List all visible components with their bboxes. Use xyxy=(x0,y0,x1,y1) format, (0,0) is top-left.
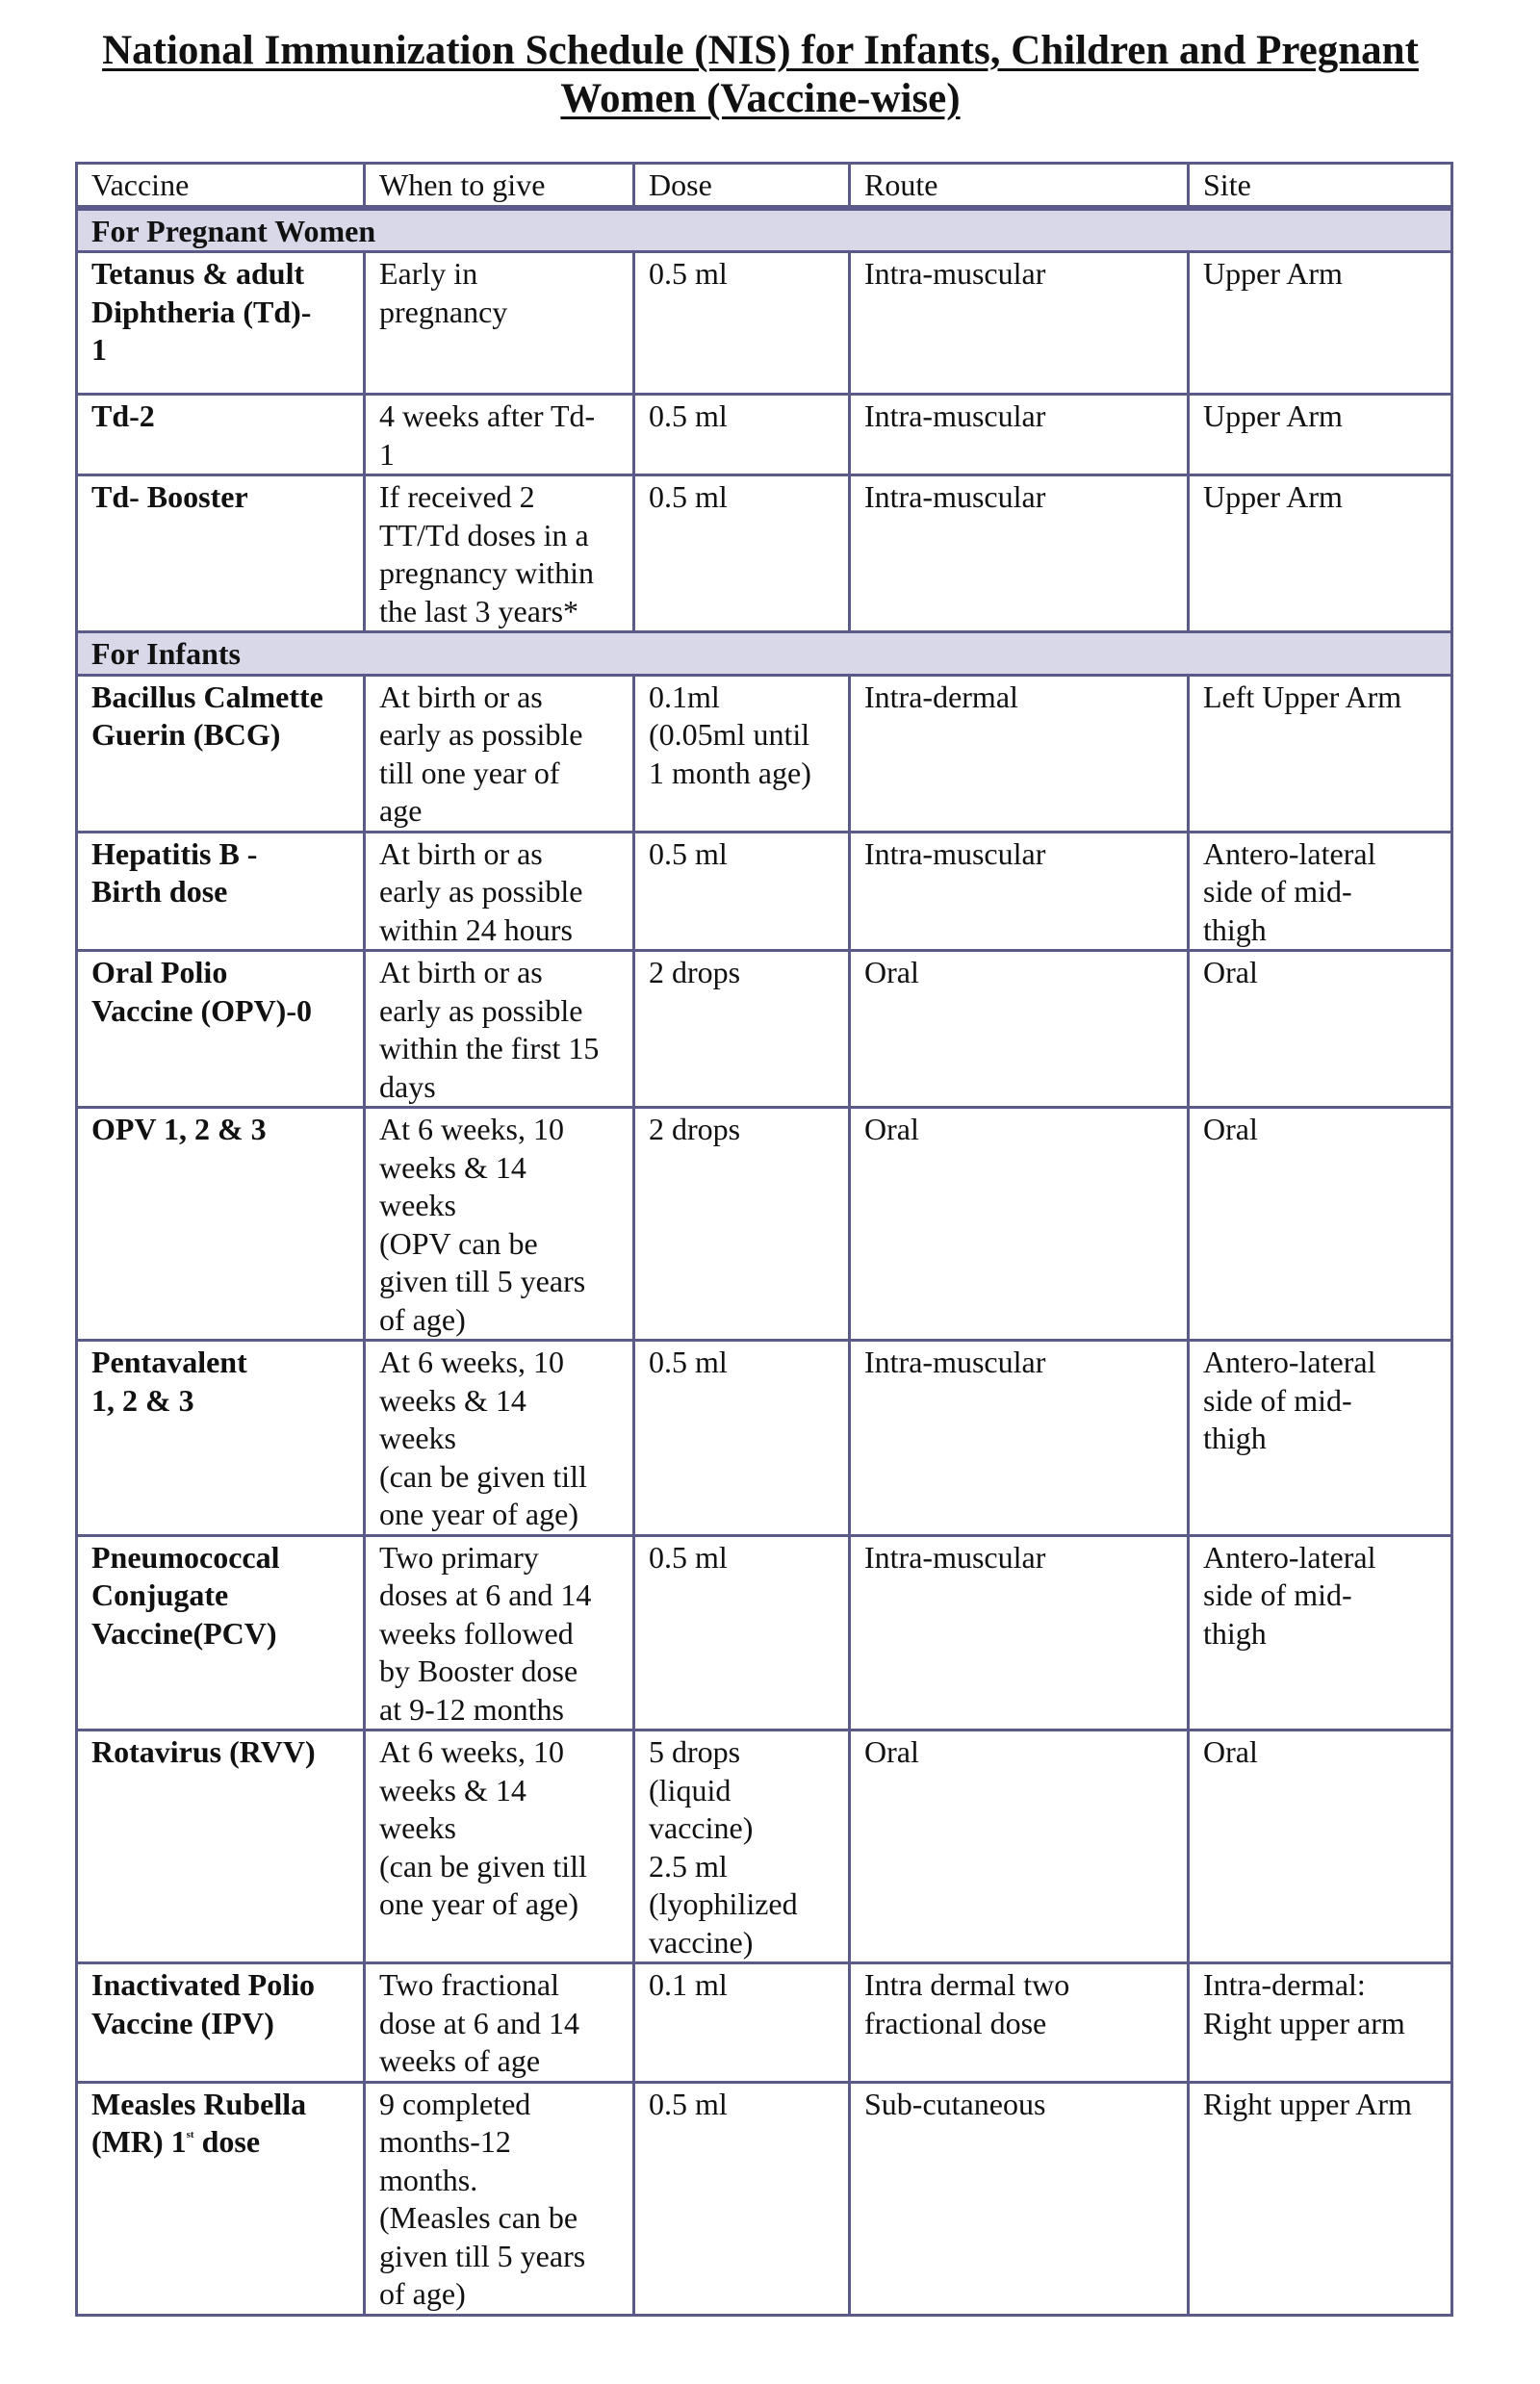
cell-line: the last 3 years* xyxy=(379,593,579,628)
section-row-pregnant-women xyxy=(77,208,1452,252)
cell-line: Rotavirus (RVV) xyxy=(91,1734,316,1769)
section-heading: For Pregnant Women xyxy=(77,208,1452,252)
cell-line: Two primary xyxy=(379,1539,539,1575)
dose-cell xyxy=(634,395,850,475)
cell-line: Upper Arm xyxy=(1203,398,1343,433)
cell-line: weeks xyxy=(379,1810,456,1845)
route-cell xyxy=(850,395,1189,475)
cell-line: Intra-muscular xyxy=(864,479,1046,514)
immunization-schedule-table xyxy=(75,162,1453,2317)
cell-line: Intra-muscular xyxy=(864,1539,1046,1575)
cell-line: till one year of xyxy=(379,755,560,790)
cell-line: 2 drops xyxy=(649,1112,741,1146)
vaccine-cell xyxy=(77,475,365,632)
cell-line: (liquid xyxy=(649,1772,732,1807)
cell-line: 0.1ml xyxy=(649,679,720,714)
vaccine-cell xyxy=(77,1341,365,1536)
cell-line: early as possible xyxy=(379,992,583,1028)
cell-line: weeks xyxy=(379,1421,456,1455)
cell-line: of age) xyxy=(379,2276,466,2311)
cell-line: within the first 15 xyxy=(379,1031,600,1065)
route-cell xyxy=(850,1730,1189,1963)
cell-line: vaccine) xyxy=(649,1810,754,1845)
cell-line: Diphtheria (Td)- xyxy=(91,294,312,329)
dose-cell xyxy=(634,832,850,951)
cell-line: weeks & 14 xyxy=(379,1772,526,1807)
cell-line: 0.5 ml xyxy=(649,1345,728,1379)
cell-line: Vaccine(PCV) xyxy=(91,1615,277,1651)
table-row xyxy=(77,2082,1452,2315)
cell-line: months. xyxy=(379,2162,478,2197)
cell-line: Pneumococcal xyxy=(91,1539,280,1575)
cell-line: Right upper Arm xyxy=(1203,2086,1412,2121)
column-header-site: Site xyxy=(1189,164,1452,208)
vaccine-cell xyxy=(77,1963,365,2083)
title-line-1: National Immunization Schedule (NIS) for Infants, Children and Pregnant xyxy=(102,28,1419,73)
cell-line: Birth dose xyxy=(91,874,228,909)
cell-line: Intra-muscular xyxy=(864,256,1046,291)
cell-line: (lyophilized xyxy=(649,1886,798,1921)
cell-line: At 6 weeks, 10 xyxy=(379,1734,564,1769)
when-cell xyxy=(365,395,634,475)
vaccine-cell xyxy=(77,832,365,951)
site-cell xyxy=(1189,1730,1452,1963)
page-title xyxy=(58,27,1463,123)
cell-line: 1 xyxy=(379,436,395,472)
cell-line: side of mid- xyxy=(1203,874,1352,909)
when-cell xyxy=(365,1108,634,1341)
cell-line: given till 5 years xyxy=(379,2238,586,2273)
dose-cell xyxy=(634,475,850,632)
cell-line: Intra-muscular xyxy=(864,835,1046,871)
cell-line: Intra-muscular xyxy=(864,1345,1046,1379)
cell-line: Two fractional xyxy=(379,1967,560,2002)
route-cell xyxy=(850,2082,1189,2315)
cell-line: Left Upper Arm xyxy=(1203,679,1402,714)
cell-line: Vaccine (OPV)-0 xyxy=(91,992,312,1028)
cell-line: Bacillus Calmette xyxy=(91,679,323,714)
column-header-dose: Dose xyxy=(634,164,850,208)
cell-line: Intra-muscular xyxy=(864,398,1046,433)
route-cell xyxy=(850,1108,1189,1341)
site-cell xyxy=(1189,1341,1452,1536)
cell-line: At birth or as xyxy=(379,835,543,871)
dose-cell xyxy=(634,1730,850,1963)
route-cell xyxy=(850,1341,1189,1536)
cell-line: Guerin (BCG) xyxy=(91,717,281,752)
route-cell xyxy=(850,951,1189,1108)
vaccine-cell xyxy=(77,252,365,395)
cell-line: Hepatitis B - xyxy=(91,835,258,871)
cell-line: Sub-cutaneous xyxy=(864,2086,1046,2121)
route-cell xyxy=(850,832,1189,951)
when-cell xyxy=(365,475,634,632)
cell-line: Conjugate xyxy=(91,1577,229,1612)
when-cell xyxy=(365,951,634,1108)
cell-line: Upper Arm xyxy=(1203,256,1343,291)
cell-line: doses at 6 and 14 xyxy=(379,1577,592,1612)
site-cell xyxy=(1189,1108,1452,1341)
cell-line: 0.5 ml xyxy=(649,479,728,514)
cell-line: 0.5 ml xyxy=(649,1539,728,1575)
vaccine-cell xyxy=(77,2082,365,2315)
vaccine-cell xyxy=(77,395,365,475)
cell-line: 2.5 ml xyxy=(649,1848,728,1884)
cell-line: one year of age) xyxy=(379,1886,578,1921)
cell-line: Oral xyxy=(1203,1112,1258,1146)
column-header-when-to-give: When to give xyxy=(365,164,634,208)
cell-line: Measles Rubella xyxy=(91,2086,307,2121)
cell-line: Oral xyxy=(1203,1734,1258,1769)
vaccine-cell xyxy=(77,951,365,1108)
site-cell xyxy=(1189,951,1452,1108)
table-row xyxy=(77,252,1452,395)
cell-line: early as possible xyxy=(379,717,583,752)
cell-line: weeks & 14 xyxy=(379,1382,526,1418)
dose-cell xyxy=(634,1108,850,1341)
cell-line: dose xyxy=(193,2124,261,2159)
route-cell xyxy=(850,675,1189,832)
cell-line: 5 drops xyxy=(649,1734,741,1769)
cell-line: 1, 2 & 3 xyxy=(91,1382,194,1418)
cell-line: weeks xyxy=(379,1188,456,1222)
cell-line: At birth or as xyxy=(379,955,543,989)
cell-line: weeks followed xyxy=(379,1615,574,1651)
cell-line: thigh xyxy=(1203,1615,1267,1651)
table-row xyxy=(77,1730,1452,1963)
cell-line: 9 completed xyxy=(379,2086,531,2121)
cell-line: within 24 hours xyxy=(379,911,573,947)
site-cell xyxy=(1189,675,1452,832)
route-cell xyxy=(850,252,1189,395)
cell-line: At 6 weeks, 10 xyxy=(379,1112,564,1146)
cell-line: OPV 1, 2 & 3 xyxy=(91,1112,267,1146)
cell-line: 0.1 ml xyxy=(649,1967,728,2002)
dose-cell xyxy=(634,252,850,395)
column-header-vaccine: Vaccine xyxy=(77,164,365,208)
site-cell xyxy=(1189,832,1452,951)
superscript-st: st xyxy=(186,2129,194,2140)
cell-line: (OPV can be xyxy=(379,1225,538,1261)
cell-line: TT/Td doses in a xyxy=(379,517,589,552)
cell-line: Intra dermal two xyxy=(864,1967,1070,2002)
section-row-infants xyxy=(77,632,1452,676)
cell-line: Antero-lateral xyxy=(1203,1539,1376,1575)
cell-line: 0.5 ml xyxy=(649,835,728,871)
dose-cell xyxy=(634,2082,850,2315)
cell-line: Vaccine (IPV) xyxy=(91,2005,274,2040)
route-cell xyxy=(850,475,1189,632)
table-row xyxy=(77,475,1452,632)
cell-line: dose at 6 and 14 xyxy=(379,2005,579,2040)
cell-line: Pentavalent xyxy=(91,1345,247,1379)
cell-line: side of mid- xyxy=(1203,1577,1352,1612)
vaccine-cell xyxy=(77,1108,365,1341)
cell-line: 0.5 ml xyxy=(649,2086,728,2121)
site-cell xyxy=(1189,252,1452,395)
table-row xyxy=(77,1963,1452,2083)
table-row xyxy=(77,951,1452,1108)
site-cell xyxy=(1189,475,1452,632)
route-cell xyxy=(850,1963,1189,2083)
table-row xyxy=(77,395,1452,475)
section-heading: For Infants xyxy=(77,632,1452,676)
cell-line: (can be given till xyxy=(379,1848,587,1884)
cell-line: If received 2 xyxy=(379,479,535,514)
route-cell xyxy=(850,1535,1189,1730)
cell-line: Td- Booster xyxy=(91,479,248,514)
cell-line: Antero-lateral xyxy=(1203,835,1376,871)
vaccine-cell xyxy=(77,1730,365,1963)
cell-line: thigh xyxy=(1203,1421,1267,1455)
cell-line: by Booster dose xyxy=(379,1653,578,1688)
cell-line: Oral xyxy=(864,1734,919,1769)
when-cell xyxy=(365,1963,634,2083)
cell-line: Upper Arm xyxy=(1203,479,1343,514)
cell-line: (can be given till xyxy=(379,1458,587,1494)
table-row xyxy=(77,1108,1452,1341)
cell-line: At 6 weeks, 10 xyxy=(379,1345,564,1379)
cell-line: of age) xyxy=(379,1301,466,1337)
cell-line: (0.05ml until xyxy=(649,717,810,752)
cell-line: early as possible xyxy=(379,874,583,909)
cell-line: given till 5 years xyxy=(379,1264,586,1298)
cell-line: weeks of age xyxy=(379,2043,541,2078)
site-cell xyxy=(1189,395,1452,475)
cell-line: 1 xyxy=(91,332,107,367)
cell-line: Oral xyxy=(1203,955,1258,989)
cell-line: fractional dose xyxy=(864,2005,1047,2040)
site-cell xyxy=(1189,1535,1452,1730)
table-row xyxy=(77,1535,1452,1730)
cell-line: 0.5 ml xyxy=(649,398,728,433)
cell-line: Tetanus & adult xyxy=(91,256,305,291)
cell-line: Antero-lateral xyxy=(1203,1345,1376,1379)
when-cell xyxy=(365,1730,634,1963)
cell-line: Right upper arm xyxy=(1203,2005,1405,2040)
dose-cell xyxy=(634,1963,850,2083)
table-row xyxy=(77,675,1452,832)
cell-line: (Measles can be xyxy=(379,2200,578,2235)
cell-line: 4 weeks after Td- xyxy=(379,398,596,433)
when-cell xyxy=(365,252,634,395)
when-cell xyxy=(365,1535,634,1730)
cell-line: pregnancy xyxy=(379,294,508,329)
vaccine-cell xyxy=(77,1535,365,1730)
cell-line: weeks & 14 xyxy=(379,1149,526,1185)
site-cell xyxy=(1189,2082,1452,2315)
cell-line: 0.5 ml xyxy=(649,256,728,291)
cell-line: Oral xyxy=(864,955,919,989)
table-row xyxy=(77,1341,1452,1536)
cell-line: 2 drops xyxy=(649,955,741,989)
column-header-route: Route xyxy=(850,164,1189,208)
when-cell xyxy=(365,832,634,951)
table-row xyxy=(77,832,1452,951)
cell-line: months-12 xyxy=(379,2124,511,2159)
cell-line: Oral xyxy=(864,1112,919,1146)
cell-line: Td-2 xyxy=(91,398,155,433)
cell-line: pregnancy within xyxy=(379,555,595,590)
cell-line: days xyxy=(379,1068,436,1104)
table-header-row xyxy=(77,164,1452,208)
cell-line: Intra-dermal: xyxy=(1203,1967,1366,2002)
vaccine-cell xyxy=(77,675,365,832)
cell-line: side of mid- xyxy=(1203,1382,1352,1418)
dose-cell xyxy=(634,1535,850,1730)
site-cell xyxy=(1189,1963,1452,2083)
when-cell xyxy=(365,675,634,832)
cell-line: age xyxy=(379,793,423,828)
cell-line: vaccine) xyxy=(649,1924,754,1960)
cell-line: Early in xyxy=(379,256,478,291)
cell-line: 1 month age) xyxy=(649,755,811,790)
when-cell xyxy=(365,1341,634,1536)
cell-line: (MR) 1 xyxy=(91,2124,187,2159)
dose-cell xyxy=(634,675,850,832)
cell-line: thigh xyxy=(1203,911,1267,947)
title-line-2: Women (Vaccine-wise) xyxy=(560,76,961,121)
cell-line: At birth or as xyxy=(379,679,543,714)
cell-line: Inactivated Polio xyxy=(91,1967,315,2002)
when-cell xyxy=(365,2082,634,2315)
cell-line: Oral Polio xyxy=(91,955,228,989)
dose-cell xyxy=(634,951,850,1108)
cell-line: one year of age) xyxy=(379,1497,578,1531)
cell-line: Intra-dermal xyxy=(864,679,1018,714)
cell-line: at 9-12 months xyxy=(379,1691,564,1727)
dose-cell xyxy=(634,1341,850,1536)
